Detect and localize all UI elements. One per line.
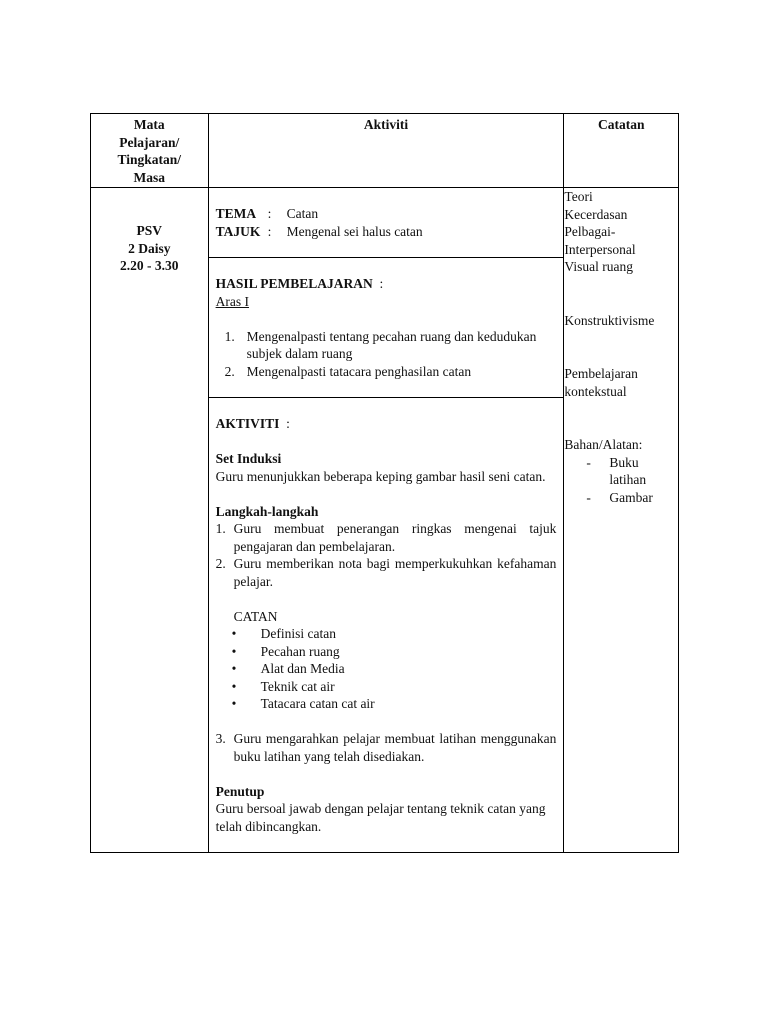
- tajuk-value: Mengenal sei halus catan: [286, 223, 423, 239]
- tajuk-label: TAJUK: [215, 223, 261, 239]
- tema-label: TEMA: [215, 206, 257, 221]
- set-induksi-text: Guru menunjukkan beberapa keping gambar hasil seni catan.: [215, 468, 546, 484]
- aktiviti-heading-row: [216, 415, 557, 433]
- catatan-kontekstual: Pembelajaran kontekstual: [564, 366, 638, 399]
- list-item: 1. Guru membuat penerangan ringkas mengenai tajuk pengajaran dan pembelajaran.: [215, 521, 557, 554]
- aktiviti-cell: [208, 188, 564, 853]
- header-subject: [91, 114, 209, 188]
- content-row: [91, 188, 679, 853]
- list-item: 2. Mengenalpasti tatacara penghasilan catan: [224, 363, 472, 379]
- list-item: 1. Mengenalpasti tentang pecahan ruang dan kedudukan subjek dalam ruang: [224, 328, 537, 361]
- list-item: • Teknik cat air: [231, 678, 335, 694]
- subject-name: PSV: [136, 223, 163, 238]
- list-item: 3. Guru mengarahkan pelajar membuat latihan menggunakan buku latihan yang telah disediakan.: [215, 731, 557, 764]
- subject-cell: [91, 188, 209, 853]
- hasil-sep: :: [379, 276, 384, 291]
- header-catatan: Catatan: [564, 114, 679, 188]
- aktiviti-box: [209, 398, 564, 852]
- bahan-title: Bahan/Alatan:: [564, 437, 643, 452]
- catatan-cell: [564, 188, 679, 853]
- hasil-box: [209, 258, 564, 398]
- penutup-title: Penutup: [215, 783, 265, 799]
- catan-bullets: [216, 625, 557, 713]
- bahan-item: - Gambar: [586, 489, 653, 505]
- penutup-text: Guru bersoal jawab dengan pelajar tentang teknik catan yang telah dibincangkan.: [215, 801, 546, 834]
- header-row: [91, 114, 679, 188]
- hasil-heading: HASIL PEMBELAJARAN: [215, 276, 373, 291]
- list-item: • Definisi catan: [231, 626, 336, 641]
- tajuk-row: [216, 223, 557, 241]
- bahan-item: - Buku latihan: [586, 454, 647, 487]
- list-item: • Pecahan ruang: [231, 643, 340, 659]
- tema-row: [216, 205, 557, 223]
- header-subject-line: Tingkatan/: [117, 152, 182, 167]
- tema-value: Catan: [286, 206, 319, 221]
- aktiviti-heading: AKTIVITI: [215, 416, 280, 431]
- tajuk-sep: :: [267, 223, 272, 239]
- set-induksi-title: Set Induksi: [215, 451, 282, 466]
- subject-time: 2.20 - 3.30: [120, 258, 179, 273]
- header-subject-line: Pelajaran/: [119, 134, 180, 150]
- list-item: 2. Guru memberikan nota bagi memperkukuhkan kefahaman pelajar.: [215, 556, 557, 589]
- aktiviti-sep: :: [286, 416, 290, 431]
- hasil-level: Aras I: [215, 293, 249, 309]
- langkah-list: [216, 520, 557, 590]
- header-subject-line: Masa: [133, 169, 166, 185]
- lesson-plan-table: [90, 113, 679, 853]
- tema-sep: :: [267, 206, 272, 221]
- header-aktiviti: Aktiviti: [208, 114, 564, 188]
- catatan-konstruktivisme: Konstruktivisme: [564, 312, 655, 328]
- langkah-title: Langkah-langkah: [215, 503, 319, 519]
- header-subject-line: Mata: [133, 117, 165, 132]
- langkah-list-cont: [216, 730, 557, 765]
- catan-title: CATAN: [233, 608, 278, 624]
- list-item: • Alat dan Media: [231, 661, 345, 676]
- hasil-heading-row: [216, 275, 557, 293]
- hasil-list: [216, 328, 557, 381]
- catatan-teori: Teori Kecerdasan Pelbagai- Interpersonal Visual ruang: [564, 189, 636, 274]
- list-item: • Tatacara catan cat air: [231, 696, 375, 711]
- subject-class: 2 Daisy: [128, 240, 171, 256]
- tema-box: [209, 188, 564, 258]
